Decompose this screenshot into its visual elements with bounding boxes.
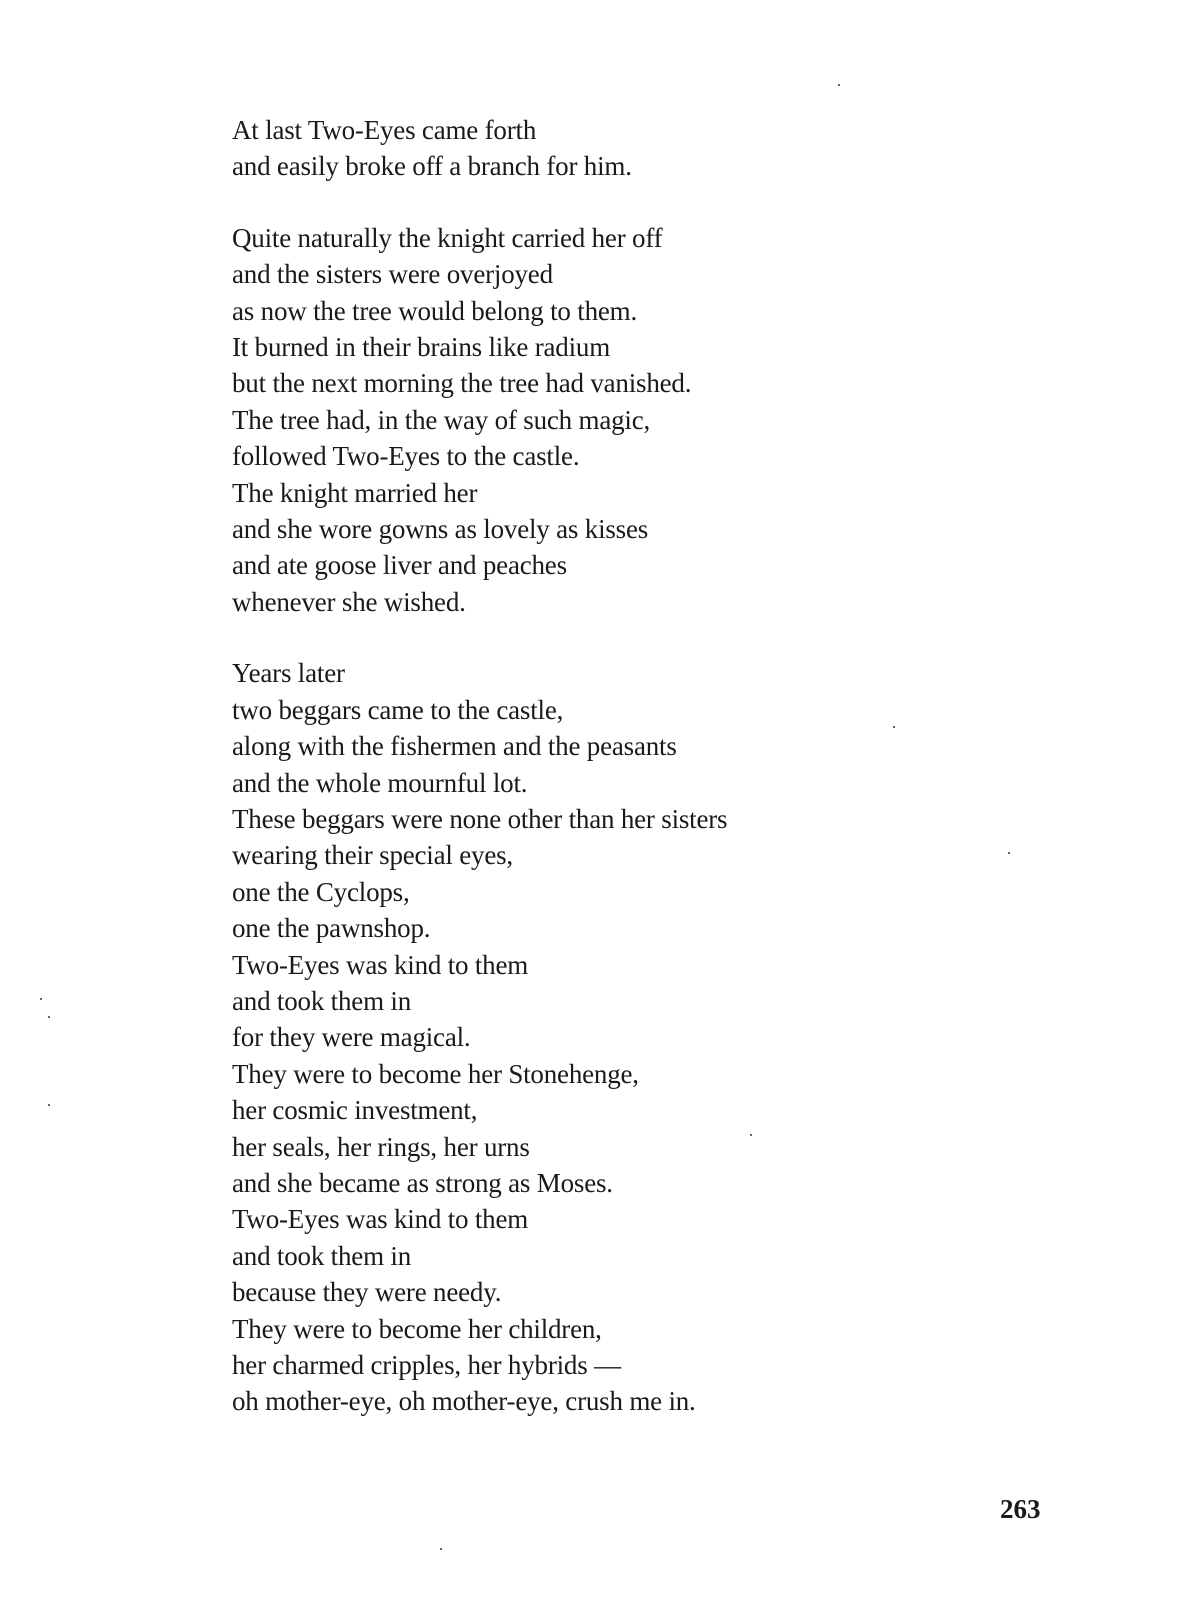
scan-speck (48, 1104, 50, 1106)
poem-line: The tree had, in the way of such magic, (232, 404, 651, 435)
poem-line: Two-Eyes was kind to them (232, 1204, 529, 1235)
scan-speck (48, 1016, 50, 1018)
scan-speck (1008, 852, 1010, 854)
poem-line: It burned in their brains like radium (232, 332, 610, 363)
poem-line: two beggars came to the castle, (232, 694, 564, 725)
poem-line: her cosmic investment, (232, 1095, 478, 1126)
poem-line: and took them in (232, 985, 412, 1016)
page-number: 263 (1000, 1494, 1041, 1524)
poem-line: Two-Eyes was kind to them (232, 949, 529, 980)
poem-line: They were to become her Stonehenge, (232, 1058, 639, 1089)
poem-line: one the pawnshop. (232, 913, 431, 944)
poem-line: and she became as strong as Moses. (232, 1167, 613, 1198)
poem-line: because they were needy. (232, 1277, 502, 1308)
poem-line: her seals, her rings, her urns (232, 1131, 530, 1162)
poem-line: oh mother-eye, oh mother-eye, crush me in. (232, 1386, 696, 1417)
stanza (232, 112, 1052, 185)
poem-line: Years later (232, 658, 345, 689)
stanza (232, 655, 1052, 1420)
poem-line: her charmed cripples, her hybrids — (232, 1350, 621, 1380)
poem-line: whenever she wished. (232, 586, 466, 617)
poem-line: one the Cyclops, (232, 876, 410, 907)
scan-speck (838, 84, 840, 86)
poem-line: At last Two-Eyes came forth (232, 115, 537, 145)
poem-line: They were to become her children, (232, 1313, 602, 1344)
poem-line: These beggars were none other than her sisters (232, 803, 728, 834)
poem-line: but the next morning the tree had vanished. (232, 368, 692, 399)
poem-line: along with the fishermen and the peasants (232, 731, 677, 762)
poem-line: wearing their special eyes, (232, 840, 513, 871)
poem-line: Quite naturally the knight carried her off (232, 222, 663, 253)
poem-line: and the whole mournful lot. (232, 767, 528, 798)
poem-line: and the sisters were overjoyed (232, 259, 553, 290)
poem-line: followed Two-Eyes to the castle. (232, 441, 580, 472)
poem-line: and ate goose liver and peaches (232, 550, 567, 581)
scan-speck (893, 726, 895, 728)
scan-speck (750, 1134, 752, 1136)
poem-line: and she wore gowns as lovely as kisses (232, 514, 649, 545)
poem-line: for they were magical. (232, 1022, 471, 1053)
poem-body (232, 112, 1052, 1455)
scan-speck (440, 1548, 442, 1550)
scan-speck (40, 998, 42, 1000)
poem-line: The knight married her (232, 477, 478, 508)
poem-line: as now the tree would belong to them. (232, 295, 638, 326)
stanza (232, 220, 1052, 620)
poem-line: and easily broke off a branch for him. (232, 151, 632, 182)
poem-line: and took them in (232, 1240, 412, 1271)
